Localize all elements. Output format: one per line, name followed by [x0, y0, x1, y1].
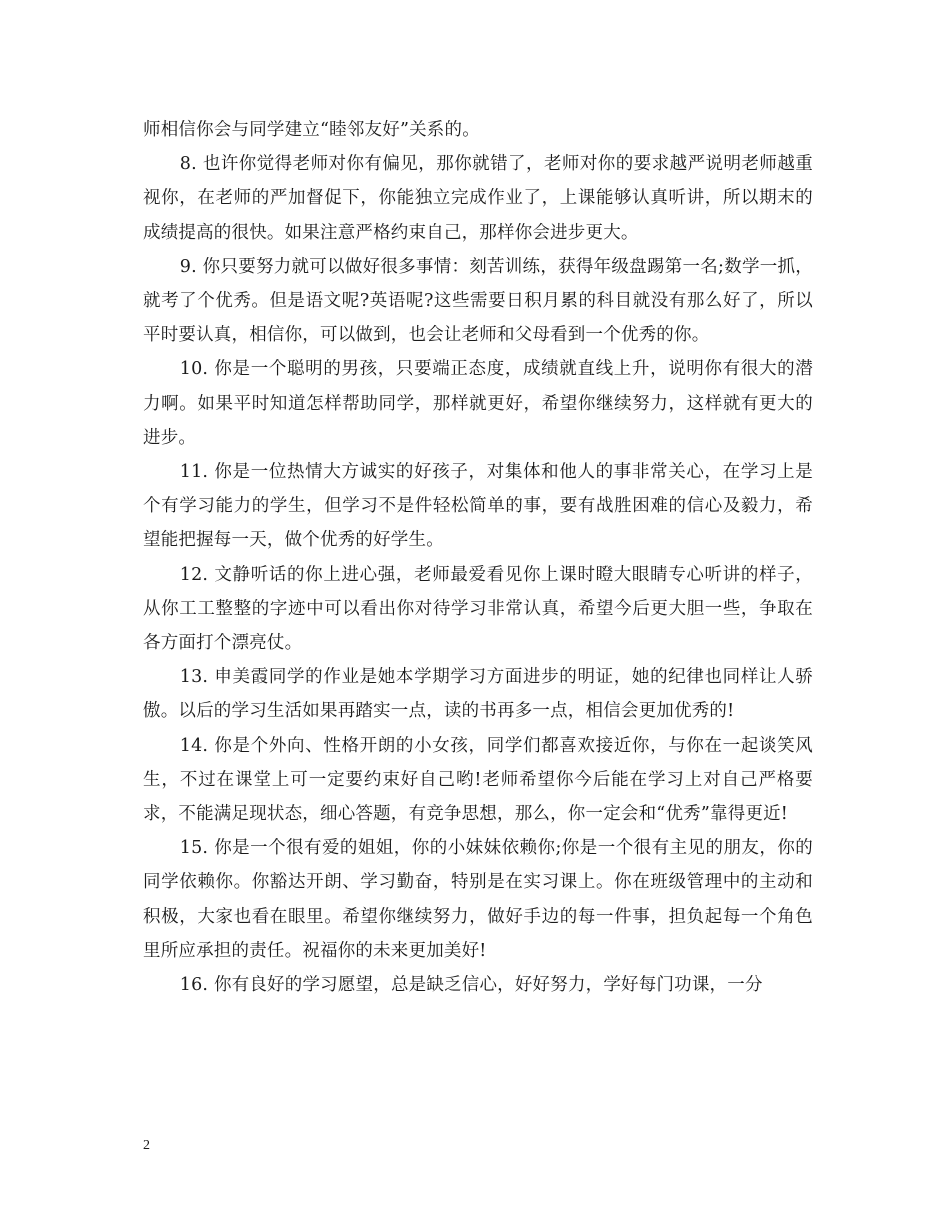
comment-paragraph-12: 12. 文静听话的你上进心强，老师最爱看见你上课时瞪大眼睛专心听讲的样子，从你工工整整的字迹中可以看出你对待学习非常认真，希望今后更大胆一些，争取在各方面打个漂亮仗。: [143, 564, 813, 654]
comment-paragraph-10: 10. 你是一个聪明的男孩，只要端正态度，成绩就直线上升，说明你有很大的潜力啊。如果平时知道怎样帮助同学，那样就更好，希望你继续努力，这样就有更大的进步。: [143, 359, 813, 448]
comment-paragraph-11: 11. 你是一位热情大方诚实的好孩子，对集体和他人的事非常关心，在学习上是个有学习能力的学生，但学习不是件轻松简单的事，要有战胜困难的信心及毅力，希望能把握每一天，做个优秀的好学生。: [143, 462, 813, 551]
comment-paragraph-13: 13. 申美霞同学的作业是她本学期学习方面进步的明证，她的纪律也同样让人骄傲。以后的学习生活如果再踏实一点，读的书再多一点，相信会更加优秀的!: [143, 667, 813, 722]
comment-paragraph-16: 16. 你有良好的学习愿望，总是缺乏信心，好好努力，学好每门功课，一分: [179, 975, 763, 996]
comment-paragraph-14: 14. 你是个外向、性格开朗的小女孩，同学们都喜欢接近你，与你在一起谈笑风生，不过在课堂上可一定要约束好自己哟!老师希望你今后能在学习上对自己严格要求，不能满足现状态，细心答题，有竞争思想，那么，你一定会和“优秀”靠得更近!: [143, 735, 813, 825]
continuation-paragraph: 师相信你会与同学建立“睦邻友好”关系的。: [143, 120, 480, 140]
comment-paragraph-8: 8. 也许你觉得老师对你有偏见，那你就错了，老师对你的要求越严说明老师越重视你，在老师的严加督促下，你能独立完成作业了，上课能够认真听讲，所以期末的成绩提高的很快。如果注意严格约束自己，那样你会进步更大。: [143, 154, 813, 243]
comment-paragraph-9: 9. 你只要努力就可以做好很多事情：刻苦训练，获得年级盘踢第一名;数学一抓，就考了个优秀。但是语文呢?英语呢?这些需要日积月累的科目就没有那么好了，所以平时要认真，相信你，可以做到，也会让老师和父母看到一个优秀的你。: [143, 256, 813, 346]
comment-paragraph-15: 15. 你是一个很有爱的姐姐，你的小妹妹依赖你;你是一个很有主见的朋友，你的同学依赖你。你豁达开朗、学习勤奋，特别是在实习课上。你在班级管理中的主动和积极，大家也看在眼里。希望你继续努力，做好手边的每一件事，担负起每一个角色里所应承担的责任。祝福你的未来更加美好!: [143, 838, 813, 961]
document-body: [143, 113, 813, 1002]
page-number: 2: [143, 1138, 150, 1153]
